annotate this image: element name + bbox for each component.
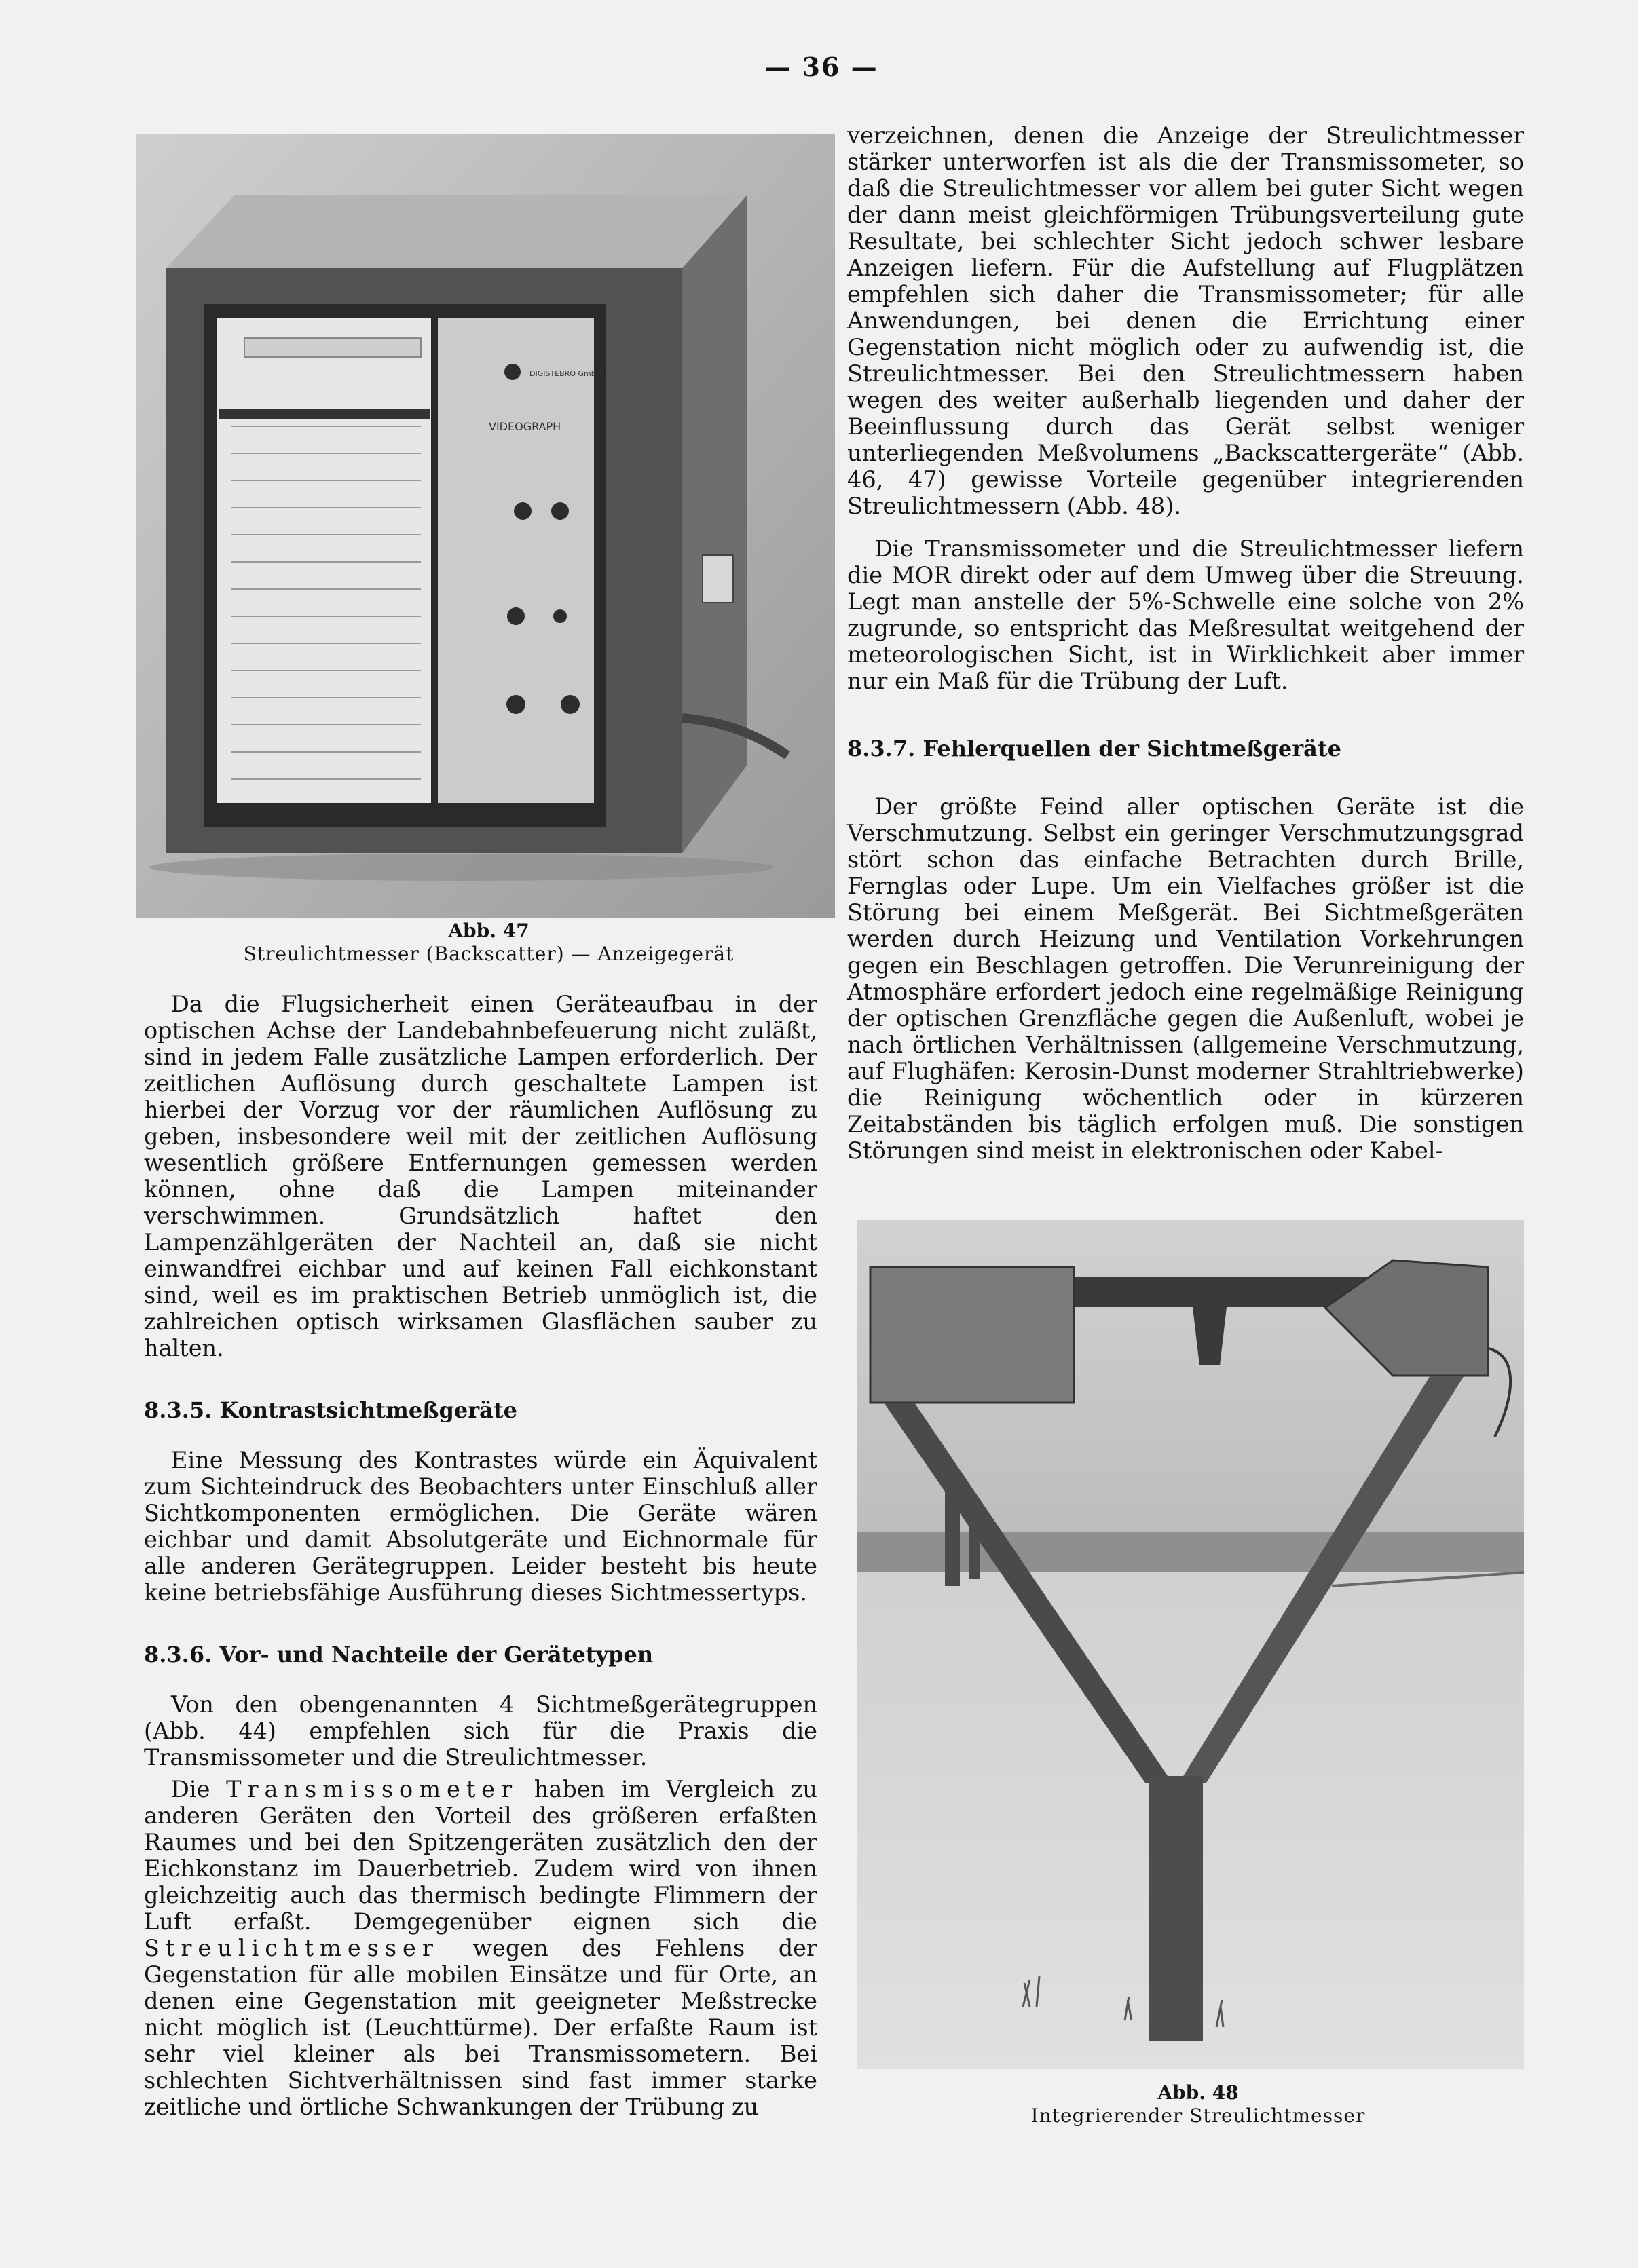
left-column: [144, 991, 817, 2120]
paragraph: Eine Messung des Kontrastes würde ein Äquivalent zum Sichteindruck des Beobachters unter Einschluß aller Sichtkomponenten ermöglichen. Die Geräte wären eichbar und damit Absolutgeräte und Eichnormale für alle anderen Gerätegruppen. Leider besteht bis heute keine betriebsfähige Ausführung dieses Sichtmessertyps.: [144, 1447, 817, 1606]
paragraph: Da die Flugsicherheit einen Geräteaufbau in der optischen Achse der Landebahnbefeuerung nicht zuläßt, sind in jedem Falle zusätzliche Lampen erforderlich. Der zeitlichen Auflösung durch geschaltete Lampen ist hierbei der Vorzug vor der räumlichen Auflösung zu geben, insbesondere weil mit der zeitlichen Auflösung wesentlich größere Entfernungen gemessen werden können, ohne daß die Lampen miteinander verschwimmen. Grundsätzlich haftet den Lampenzählgeräten der Nachteil an, daß sie nicht einwandfrei eichbar und auf keinen Fall eichkonstant sind, weil es im praktischen Betrieb unmöglich ist, die zahlreichen optisch wirksamen Glasflächen sauber zu halten.: [144, 991, 817, 1361]
figure-47-brand-label: DIGISTEBRO GmbH: [529, 369, 601, 378]
page-number: — 36 —: [764, 52, 878, 82]
paragraph: Die Transmissometer und die Streulichtmesser liefern die MOR direkt oder auf dem Umweg über die Streuung. Legt man anstelle der 5%-Schwelle eine solche von 2% zugrunde, so entspricht das Meßresultat weitgehend der meteorologischen Sicht, ist in Wirklichkeit aber immer nur ein Maß für die Trübung der Luft.: [847, 535, 1524, 694]
text-run: wegen des Fehlens der Gegenstation für alle mobilen Einsätze und für Orte, an denen eine Gegenstation mit geeigneter Meßstrecke nicht möglich ist (Leuchttürme). Der erfaßte Raum ist sehr viel kleiner als bei Transmissometern. Bei schlechten Sichtverhältnissen sind fast immer starke zeitliche und örtliche Schwankungen der Trübung zu: [144, 1935, 817, 2120]
figure-47-model-label: VIDEOGRAPH: [489, 420, 561, 433]
figure-47-caption: [217, 920, 760, 966]
text-run: haben im Vergleich zu anderen Geräten den Vorteil des größeren erfaßten Raumes und bei den Spitzengeräten zusätzlich den der Eichkonstanz im Dauerbetrieb. Zudem wird von ihnen gleichzeitig auch das thermisch bedingte Flimmern der Luft erfaßt. Demgegenüber eignen sich die: [144, 1776, 817, 1935]
text-run: Die: [171, 1776, 227, 1802]
section-heading-835: 8.3.5. Kontrastsichtmeßgeräte: [144, 1397, 517, 1423]
figure-47-number: Abb. 47: [448, 920, 529, 942]
figure-48-number: Abb. 48: [1157, 2081, 1239, 2104]
section-heading-837: 8.3.7. Fehlerquellen der Sichtmeßgeräte: [847, 736, 1341, 761]
paragraph: Der größte Feind aller optischen Geräte ist die Verschmutzung. Selbst ein geringer Verschmutzungsgrad stört schon das einfache Betrachten durch Brille, Fernglas oder Lupe. Um ein Vielfaches größer ist die Störung bei einem Meßgerät. Bei Sichtmeßgeräten werden durch Heizung und Ventilation Vorkehrungen gegen ein Beschlagen getroffen. Die Verunreinigung der Atmosphäre erfordert jedoch eine regelmäßige Reinigung der optischen Grenzfläche gegen die Außenluft, wobei je nach örtlichen Verhältnissen (allgemeine Verschmutzung, auf Flughäfen: Kerosin-Dunst moderner Strahltriebwerke) die Reinigung wöchentlich oder in kürzeren Zeitabständen bis täglich erfolgen muß. Die sonstigen Störungen sind meist in elektronischen oder Kabel-: [847, 793, 1524, 1164]
paragraph: verzeichnen, denen die Anzeige der Streulichtmesser stärker unterworfen ist als die der Transmissometer, so daß die Streulichtmesser vor allem bei guter Sicht wegen der dann meist gleichförmigen Trübungsverteilung gute Resultate, bei schlechter Sicht jedoch schwer lesbare Anzeigen liefern. Für die Aufstellung auf Flugplätzen empfehlen sich daher die Transmissometer; für alle Anwendungen, bei denen die Errichtung einer Gegenstation nicht möglich oder zu aufwendig ist, die Streulichtmesser. Bei den Streulichtmessern haben wegen des weiter außerhalb liegenden und daher der Beeinflussung durch das Gerät selbst weniger unterliegenden Meßvolumens „Backscattergeräte“ (Abb. 46, 47) gewisse Vorteile gegenüber integrierenden Streulichtmessern (Abb. 48).: [847, 122, 1524, 519]
figure-48-caption-text: Integrierender Streulichtmesser: [1030, 2104, 1366, 2127]
figure-48-caption: [950, 2081, 1446, 2128]
figure-47-photo: [136, 134, 835, 918]
figure-48-photo: [857, 1220, 1524, 2069]
paragraph: Von den obengenannten 4 Sichtmeßgerätegruppen (Abb. 44) empfehlen sich für die Praxis die Transmissometer und die Streulichtmesser.: [144, 1691, 817, 1771]
emphasis-streulichtmesser: Streulichtmesser: [144, 1935, 439, 1961]
paragraph: [144, 1776, 817, 2120]
emphasis-transmissometer: Transmissometer: [226, 1776, 519, 1802]
section-heading-836: 8.3.6. Vor- und Nachteile der Gerätetypen: [144, 1642, 654, 1667]
figure-47-caption-text: Streulichtmesser (Backscatter) — Anzeigegerät: [243, 943, 734, 965]
right-column: [847, 122, 1524, 1164]
